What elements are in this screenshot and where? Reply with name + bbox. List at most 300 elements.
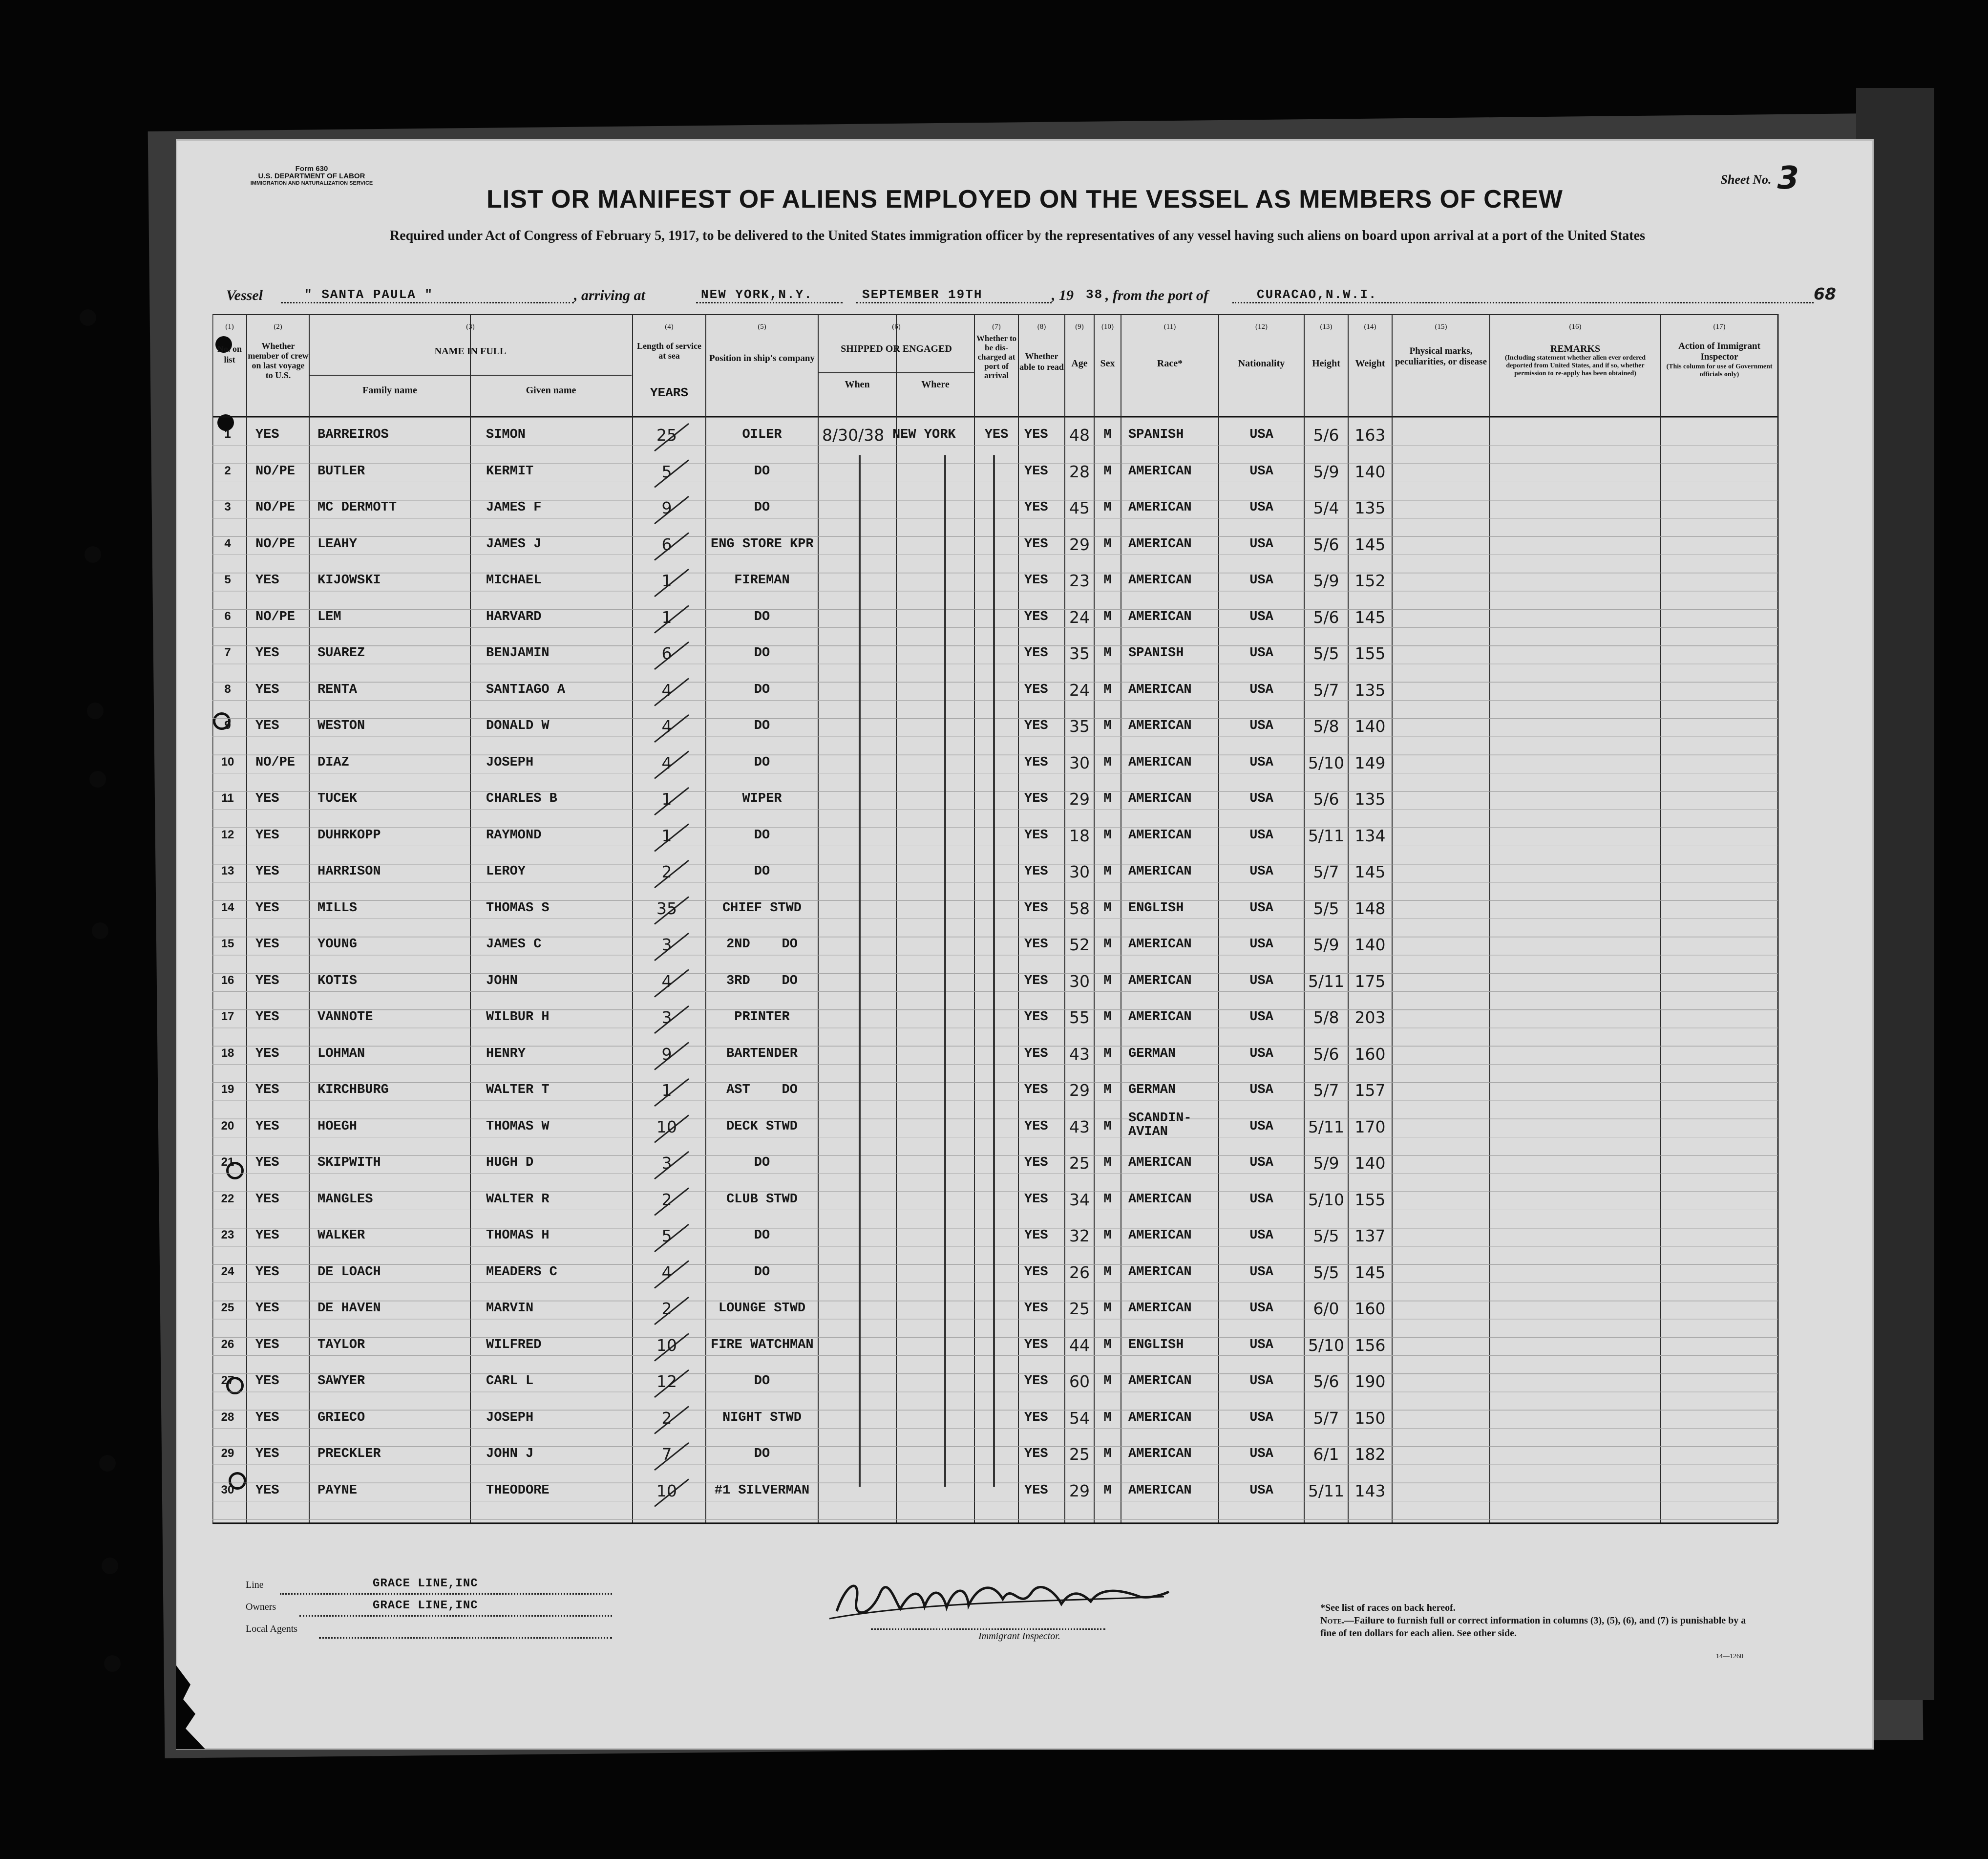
given-name-cell: MEADERS C xyxy=(486,1264,557,1280)
form-identifier xyxy=(233,165,390,187)
row-number: 8 xyxy=(224,682,231,696)
previous-voyage-cell: YES xyxy=(255,646,279,661)
able-to-read-cell: YES xyxy=(1024,1337,1048,1352)
able-to-read-cell: YES xyxy=(1024,1228,1048,1243)
sex-cell: M xyxy=(1103,1155,1112,1170)
weight-cell: 149 xyxy=(1354,753,1386,772)
able-to-read-cell: YES xyxy=(1024,464,1048,479)
nationality-cell: USA xyxy=(1249,1374,1273,1389)
age-cell: 23 xyxy=(1069,571,1090,590)
age-cell: 29 xyxy=(1069,534,1090,554)
able-to-read-cell: YES xyxy=(1024,1119,1048,1134)
nationality-cell: USA xyxy=(1249,536,1273,552)
form-number: Form 630 xyxy=(295,165,328,173)
race-cell: AMERICAN xyxy=(1128,791,1192,806)
sex-cell: M xyxy=(1103,973,1112,988)
sex-cell: M xyxy=(1103,609,1112,624)
sex-cell: M xyxy=(1103,900,1112,916)
header-when: When xyxy=(845,379,870,390)
sex-cell: M xyxy=(1103,828,1112,843)
height-cell: 5/10 xyxy=(1308,753,1345,772)
given-name-cell: JOSEPH xyxy=(486,755,534,770)
able-to-read-cell: YES xyxy=(1024,828,1048,843)
position-cell: WIPER xyxy=(742,791,782,806)
weight-cell: 140 xyxy=(1354,717,1386,736)
race-cell: AMERICAN xyxy=(1128,1374,1192,1389)
age-cell: 52 xyxy=(1069,935,1090,954)
given-name-cell: HUGH D xyxy=(486,1155,534,1170)
position-cell: PRINTER xyxy=(734,1010,790,1025)
race-cell: AMERICAN xyxy=(1128,1155,1192,1170)
family-name-cell: HOEGH xyxy=(317,1119,358,1134)
given-name-cell: THEODORE xyxy=(486,1483,550,1498)
position-cell: DO xyxy=(754,609,770,624)
position-cell: FIREMAN xyxy=(734,573,790,588)
row-number: 23 xyxy=(221,1228,234,1241)
weight-cell: 157 xyxy=(1354,1081,1386,1100)
age-cell: 35 xyxy=(1069,644,1090,663)
service-years-cell: 6 xyxy=(661,644,672,663)
weight-cell: 140 xyxy=(1354,1154,1386,1173)
race-cell: AMERICAN xyxy=(1128,1447,1192,1461)
position-cell: DO xyxy=(754,864,770,879)
nationality-cell: USA xyxy=(1249,755,1273,770)
age-cell: 48 xyxy=(1069,426,1090,445)
given-name-cell: MICHAEL xyxy=(486,573,542,588)
service-years-cell: 1 xyxy=(661,571,672,590)
service-years-cell: 10 xyxy=(656,1335,677,1355)
sex-cell: M xyxy=(1103,646,1112,661)
column-number: (2) xyxy=(274,323,282,331)
service-years-cell: 3 xyxy=(661,935,672,954)
race-cell: AMERICAN xyxy=(1128,536,1192,552)
departure-port: CURACAO,N.W.I. xyxy=(1257,287,1377,302)
weight-cell: 163 xyxy=(1354,426,1386,445)
nationality-cell: USA xyxy=(1249,1483,1273,1498)
nationality-cell: USA xyxy=(1249,682,1273,697)
column-number: (7) xyxy=(992,323,1001,331)
able-to-read-cell: YES xyxy=(1024,1046,1048,1061)
able-to-read-cell: YES xyxy=(1024,864,1048,879)
given-name-cell: JOHN J xyxy=(486,1447,534,1461)
sex-cell: M xyxy=(1103,719,1112,733)
previous-voyage-cell: YES xyxy=(255,1483,279,1498)
service-years-cell: 1 xyxy=(661,790,672,809)
note-label: Note. xyxy=(1320,1615,1345,1626)
voyage-line xyxy=(226,284,1877,309)
sex-cell: M xyxy=(1103,755,1112,770)
nationality-cell: USA xyxy=(1249,1301,1273,1316)
service-years-cell: 4 xyxy=(661,971,672,991)
row-number: 1 xyxy=(224,427,231,441)
manifest-page xyxy=(176,139,1874,1750)
column-number: (13) xyxy=(1320,323,1332,331)
row-number: 17 xyxy=(221,1010,234,1023)
previous-voyage-cell: YES xyxy=(255,1228,279,1243)
nationality-cell: USA xyxy=(1249,864,1273,879)
header-inspector-action: Action of Immigrant Inspector xyxy=(1678,341,1760,362)
previous-voyage-cell: YES xyxy=(255,1010,279,1025)
service-years-cell: 4 xyxy=(661,717,672,736)
given-name-cell: JAMES C xyxy=(486,937,542,952)
given-name-cell: SIMON xyxy=(486,427,526,442)
previous-voyage-cell: YES xyxy=(255,427,279,442)
print-code: 14—1260 xyxy=(1716,1653,1743,1660)
arrival-date: SEPTEMBER 19TH xyxy=(862,287,983,302)
race-cell: AMERICAN xyxy=(1128,1410,1192,1425)
race-cell: ENGLISH xyxy=(1128,900,1184,916)
sex-cell: M xyxy=(1103,1337,1112,1352)
service-years-cell: 35 xyxy=(656,898,677,918)
service-years-cell: 4 xyxy=(661,753,672,772)
family-name-cell: LOHMAN xyxy=(317,1046,365,1061)
column-number: (14) xyxy=(1364,323,1376,331)
discharged-cell: YES xyxy=(984,427,1009,442)
position-cell: CHIEF STWD xyxy=(722,900,802,916)
row-number: 15 xyxy=(221,937,234,950)
owners-value: GRACE LINE,INC xyxy=(373,1599,478,1612)
previous-voyage-cell: YES xyxy=(255,1374,279,1389)
nationality-cell: USA xyxy=(1249,500,1273,515)
nationality-cell: USA xyxy=(1249,1010,1273,1025)
header-discharged: Whether to be dis-charged at port of arrival xyxy=(976,334,1017,380)
able-to-read-cell: YES xyxy=(1024,937,1048,952)
shipped-where-cell: NEW YORK xyxy=(892,427,956,442)
service-years-cell: 1 xyxy=(661,1081,672,1100)
previous-voyage-cell: YES xyxy=(255,1301,279,1316)
age-cell: 30 xyxy=(1069,862,1090,881)
row-number: 13 xyxy=(221,864,234,877)
sex-cell: M xyxy=(1103,791,1112,806)
age-cell: 24 xyxy=(1069,607,1090,627)
inspector-label: Immigrant Inspector. xyxy=(978,1631,1060,1642)
weight-cell: 156 xyxy=(1354,1335,1386,1355)
from-port-label: , from the port of xyxy=(1105,287,1208,303)
header-sex: Sex xyxy=(1100,358,1115,369)
service-years-cell: 1 xyxy=(661,607,672,627)
able-to-read-cell: YES xyxy=(1024,500,1048,515)
age-cell: 32 xyxy=(1069,1226,1090,1245)
age-cell: 35 xyxy=(1069,717,1090,736)
note-text: —Failure to furnish full or correct information in columns (3), (5), (6), and (7) is punishable by a fine of ten dollars for each alien. See other side. xyxy=(1320,1615,1746,1639)
race-cell: SCANDIN- AVIAN xyxy=(1128,1111,1192,1139)
family-name-cell: PRECKLER xyxy=(317,1447,381,1461)
sex-cell: M xyxy=(1103,1192,1112,1207)
height-cell: 5/11 xyxy=(1308,826,1345,845)
service-years-cell: 5 xyxy=(661,1226,672,1245)
weight-cell: 140 xyxy=(1354,935,1386,954)
weight-cell: 140 xyxy=(1354,462,1386,481)
family-name-cell: DE HAVEN xyxy=(317,1301,381,1316)
previous-voyage-cell: NO/PE xyxy=(255,536,296,552)
age-cell: 60 xyxy=(1069,1372,1090,1391)
dotted-rule xyxy=(1232,302,1814,303)
previous-voyage-cell: YES xyxy=(255,937,279,952)
header-family-name: Family name xyxy=(362,385,417,396)
service-years-cell: 2 xyxy=(661,862,672,881)
sex-cell: M xyxy=(1103,464,1112,479)
height-cell: 5/9 xyxy=(1313,462,1339,481)
given-name-cell: LEROY xyxy=(486,864,526,879)
position-cell: #1 SILVERMAN xyxy=(714,1483,810,1498)
dotted-rule xyxy=(280,1593,612,1595)
given-name-cell: KERMIT xyxy=(486,464,534,479)
height-cell: 5/9 xyxy=(1313,935,1339,954)
sheet-number-value: 3 xyxy=(1777,160,1799,196)
weight-cell: 160 xyxy=(1354,1044,1386,1064)
document-subtitle: Required under Act of Congress of February 5, 1917, to be delivered to the United States immigration officer by the representatives of any vessel having such aliens on board upon arrival at a port of the United States xyxy=(390,228,1645,243)
arriving-label: , arriving at xyxy=(574,287,645,303)
punch-hole xyxy=(102,1558,118,1574)
height-cell: 5/6 xyxy=(1313,607,1339,627)
row-number: 6 xyxy=(224,609,231,623)
given-name-cell: THOMAS W xyxy=(486,1119,550,1134)
column-number: (4) xyxy=(665,323,674,331)
weight-cell: 182 xyxy=(1354,1445,1386,1464)
header-position: Position in ship's company xyxy=(709,353,815,363)
position-cell: ENG STORE KPR xyxy=(711,536,814,552)
service-years-cell: 2 xyxy=(661,1408,672,1428)
position-cell: DO xyxy=(754,1228,770,1243)
service-years-cell: 3 xyxy=(661,1008,672,1027)
nationality-cell: USA xyxy=(1249,1083,1273,1097)
race-cell: AMERICAN xyxy=(1128,573,1192,588)
arrival-year: 38 xyxy=(1086,287,1103,302)
race-cell: SPANISH xyxy=(1128,646,1184,661)
age-cell: 30 xyxy=(1069,753,1090,772)
weight-cell: 145 xyxy=(1354,1262,1386,1282)
able-to-read-cell: YES xyxy=(1024,1264,1048,1280)
height-cell: 5/6 xyxy=(1313,790,1339,809)
able-to-read-cell: YES xyxy=(1024,682,1048,697)
age-cell: 34 xyxy=(1069,1190,1090,1209)
column-number: (12) xyxy=(1255,323,1268,331)
position-cell: DO xyxy=(754,828,770,843)
race-cell: ENGLISH xyxy=(1128,1337,1184,1352)
sex-cell: M xyxy=(1103,500,1112,515)
race-cell: AMERICAN xyxy=(1128,1483,1192,1498)
weight-cell: 150 xyxy=(1354,1408,1386,1428)
weight-cell: 175 xyxy=(1354,971,1386,991)
previous-voyage-cell: YES xyxy=(255,1410,279,1425)
line-value: GRACE LINE,INC xyxy=(373,1577,478,1590)
age-cell: 28 xyxy=(1069,462,1090,481)
race-cell: AMERICAN xyxy=(1128,682,1192,697)
nationality-cell: USA xyxy=(1249,1046,1273,1061)
age-cell: 54 xyxy=(1069,1408,1090,1428)
position-cell: DECK STWD xyxy=(726,1119,798,1134)
given-name-cell: WILFRED xyxy=(486,1337,542,1352)
column-number: (11) xyxy=(1163,323,1176,331)
height-cell: 6/0 xyxy=(1313,1299,1339,1318)
nationality-cell: USA xyxy=(1249,646,1273,661)
height-cell: 5/4 xyxy=(1313,498,1339,517)
nationality-cell: USA xyxy=(1249,900,1273,916)
age-cell: 25 xyxy=(1069,1445,1090,1464)
height-cell: 5/7 xyxy=(1313,1081,1339,1100)
family-name-cell: MANGLES xyxy=(317,1192,373,1207)
given-name-cell: HARVARD xyxy=(486,609,542,624)
age-cell: 44 xyxy=(1069,1335,1090,1355)
row-number: 27 xyxy=(221,1374,234,1387)
service-years-cell: 6 xyxy=(661,534,672,554)
dotted-rule xyxy=(856,302,1052,303)
able-to-read-cell: YES xyxy=(1024,646,1048,661)
age-cell: 26 xyxy=(1069,1262,1090,1282)
given-name-cell: THOMAS S xyxy=(486,900,550,916)
form-service: IMMIGRATION AND NATURALIZATION SERVICE xyxy=(250,180,373,186)
family-name-cell: WALKER xyxy=(317,1228,365,1243)
family-name-cell: SKIPWITH xyxy=(317,1155,381,1170)
header-previous-voyage: Whether member of crew on last voyage to U.S. xyxy=(248,341,309,380)
weight-cell: 135 xyxy=(1354,790,1386,809)
nationality-cell: USA xyxy=(1249,791,1273,806)
family-name-cell: LEAHY xyxy=(317,536,358,552)
owners-label: Owners xyxy=(246,1602,276,1612)
previous-voyage-cell: NO/PE xyxy=(255,609,296,624)
header-no-on-list: No. on list xyxy=(217,344,242,364)
race-cell: AMERICAN xyxy=(1128,1010,1192,1025)
family-name-cell: VANNOTE xyxy=(317,1010,373,1025)
position-cell: DO xyxy=(754,719,770,733)
row-number: 24 xyxy=(221,1264,234,1278)
age-cell: 25 xyxy=(1069,1299,1090,1318)
row-number: 18 xyxy=(221,1046,234,1060)
header-remarks: REMARKS xyxy=(1550,343,1601,354)
given-name-cell: CARL L xyxy=(486,1374,534,1389)
age-cell: 58 xyxy=(1069,898,1090,918)
service-years-cell: 10 xyxy=(656,1117,677,1136)
sex-cell: M xyxy=(1103,1483,1112,1498)
height-cell: 5/11 xyxy=(1308,1481,1345,1500)
race-cell: AMERICAN xyxy=(1128,1264,1192,1280)
header-height: Height xyxy=(1312,358,1340,369)
punch-hole xyxy=(87,703,104,719)
service-years-cell: 25 xyxy=(656,426,677,445)
given-name-cell: WALTER R xyxy=(486,1192,550,1207)
nationality-cell: USA xyxy=(1249,573,1273,588)
punch-hole xyxy=(89,771,106,788)
vessel-name: " SANTA PAULA " xyxy=(304,287,434,302)
column-number: (6) xyxy=(892,323,901,331)
weight-cell: 170 xyxy=(1354,1117,1386,1136)
height-cell: 5/5 xyxy=(1313,1226,1339,1245)
column-number: (17) xyxy=(1713,323,1726,331)
race-cell: AMERICAN xyxy=(1128,1301,1192,1316)
row-number: 30 xyxy=(221,1483,234,1496)
row-number: 25 xyxy=(221,1301,234,1314)
height-cell: 5/6 xyxy=(1313,1372,1339,1391)
family-name-cell: TAYLOR xyxy=(317,1337,365,1352)
row-number: 26 xyxy=(221,1337,234,1351)
header-age: Age xyxy=(1071,358,1088,369)
margin-number: 68 xyxy=(1814,284,1836,303)
family-name-cell: SUAREZ xyxy=(317,646,365,661)
family-name-cell: KIRCHBURG xyxy=(317,1083,389,1097)
weight-cell: 137 xyxy=(1354,1226,1386,1245)
position-cell: 2ND DO xyxy=(726,937,798,952)
age-cell: 29 xyxy=(1069,1081,1090,1100)
punch-hole xyxy=(99,1455,116,1472)
family-name-cell: YOUNG xyxy=(317,937,358,952)
nationality-cell: USA xyxy=(1249,464,1273,479)
service-years-cell: 2 xyxy=(661,1299,672,1318)
race-cell: AMERICAN xyxy=(1128,937,1192,952)
position-cell: BARTENDER xyxy=(726,1046,798,1061)
race-cell: AMERICAN xyxy=(1128,755,1192,770)
position-cell: DO xyxy=(754,1155,770,1170)
header-physical-marks: Physical marks, peculiarities, or disease xyxy=(1395,346,1487,367)
height-cell: 6/1 xyxy=(1313,1445,1339,1464)
position-cell: FIRE WATCHMAN xyxy=(711,1337,814,1352)
year-prefix: , 19 xyxy=(1052,287,1074,303)
family-name-cell: RENTA xyxy=(317,682,358,697)
weight-cell: 134 xyxy=(1354,826,1386,845)
given-name-cell: JOSEPH xyxy=(486,1410,534,1425)
nationality-cell: USA xyxy=(1249,609,1273,624)
race-cell: AMERICAN xyxy=(1128,1228,1192,1243)
previous-voyage-cell: NO/PE xyxy=(255,464,296,479)
position-cell: CLUB STWD xyxy=(726,1192,798,1207)
sex-cell: M xyxy=(1103,1264,1112,1280)
age-cell: 45 xyxy=(1069,498,1090,517)
nationality-cell: USA xyxy=(1249,1410,1273,1425)
nationality-cell: USA xyxy=(1249,719,1273,733)
given-name-cell: JAMES J xyxy=(486,536,542,552)
nationality-cell: USA xyxy=(1249,1447,1273,1461)
position-cell: OILER xyxy=(742,427,782,442)
column-number: (5) xyxy=(758,323,766,331)
previous-voyage-cell: YES xyxy=(255,973,279,988)
able-to-read-cell: YES xyxy=(1024,973,1048,988)
dotted-rule xyxy=(319,1637,612,1639)
service-years-cell: 2 xyxy=(661,1190,672,1209)
given-name-cell: BENJAMIN xyxy=(486,646,550,661)
row-number: 7 xyxy=(224,646,231,659)
footnote xyxy=(1320,1602,1760,1640)
given-name-cell: CHARLES B xyxy=(486,791,557,806)
race-cell: AMERICAN xyxy=(1128,464,1192,479)
previous-voyage-cell: YES xyxy=(255,791,279,806)
previous-voyage-cell: YES xyxy=(255,1119,279,1134)
height-cell: 5/7 xyxy=(1313,1408,1339,1428)
nationality-cell: USA xyxy=(1249,937,1273,952)
form-department: U.S. DEPARTMENT OF LABOR xyxy=(258,172,365,180)
column-number: (16) xyxy=(1569,323,1582,331)
sex-cell: M xyxy=(1103,1447,1112,1461)
height-cell: 5/11 xyxy=(1308,971,1345,991)
family-name-cell: DIAZ xyxy=(317,755,349,770)
position-cell: DO xyxy=(754,1374,770,1389)
able-to-read-cell: YES xyxy=(1024,791,1048,806)
row-number: 20 xyxy=(221,1119,234,1132)
service-years-cell: 7 xyxy=(661,1445,672,1464)
line-label: Line xyxy=(246,1580,264,1590)
header-shipped-or-engaged: SHIPPED OR ENGAGED xyxy=(841,343,952,354)
sex-cell: M xyxy=(1103,864,1112,879)
manifest-table xyxy=(212,314,1854,1707)
race-cell: GERMAN xyxy=(1128,1083,1176,1097)
service-years-cell: 9 xyxy=(661,498,672,517)
weight-cell: 155 xyxy=(1354,1190,1386,1209)
sex-cell: M xyxy=(1103,1228,1112,1243)
position-cell: DO xyxy=(754,646,770,661)
able-to-read-cell: YES xyxy=(1024,719,1048,733)
height-cell: 5/5 xyxy=(1313,898,1339,918)
weight-cell: 203 xyxy=(1354,1008,1386,1027)
height-cell: 5/9 xyxy=(1313,1154,1339,1173)
previous-voyage-cell: YES xyxy=(255,1083,279,1097)
